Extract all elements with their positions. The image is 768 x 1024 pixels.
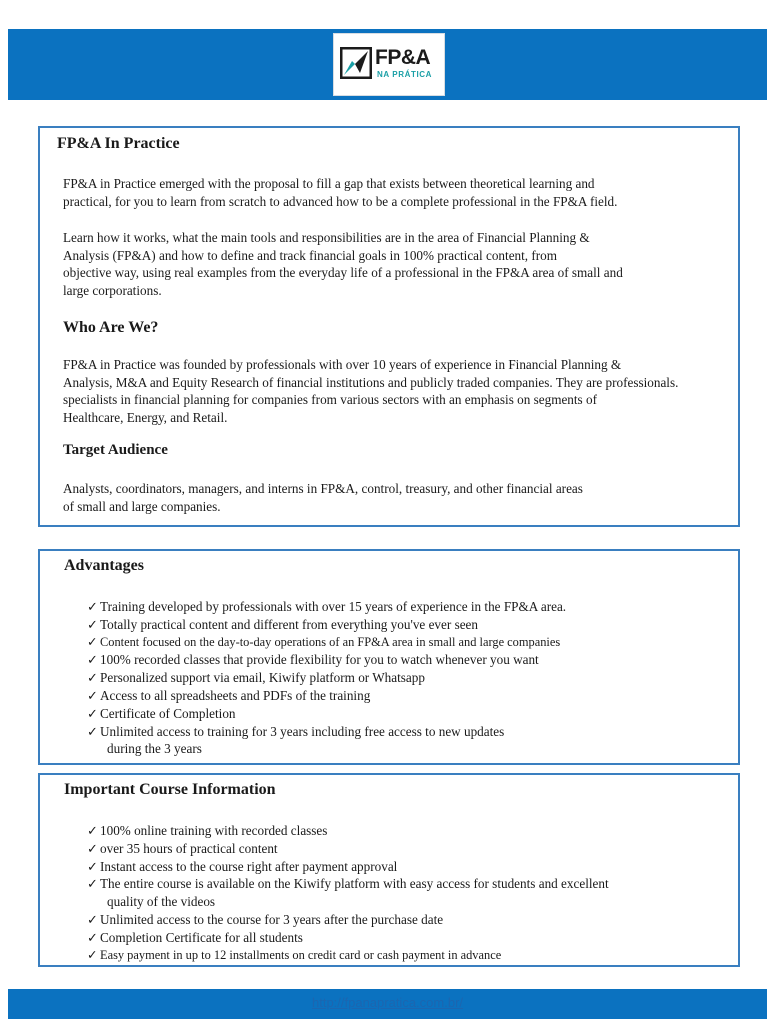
list-item: ✓ Access to all spreadsheets and PDFs of the training <box>87 687 371 703</box>
list-item: ✓ Certificate of Completion <box>87 705 236 721</box>
course-info-list <box>87 822 609 964</box>
list-item: ✓ Instant access to the course right after payment approval <box>87 858 398 874</box>
logo-arrow-icon <box>340 47 372 79</box>
check-icon: ✓ <box>87 929 99 945</box>
check-icon: ✓ <box>87 840 99 856</box>
who-title: Who Are We? <box>63 319 159 336</box>
list-item: ✓ Personalized support via email, Kiwify platform or Whatsapp <box>87 670 425 686</box>
list-item: ✓ Unlimited access to the course for 3 years after the purchase date <box>87 911 444 927</box>
list-item: ✓ over 35 hours of practical content <box>87 840 278 856</box>
list-item: ✓ Completion Certificate for all students <box>87 929 303 945</box>
course-info-panel <box>38 773 740 967</box>
check-icon: ✓ <box>87 911 99 927</box>
audience-title: Target Audience <box>63 442 168 458</box>
about-title: FP&A In Practice <box>57 135 180 152</box>
course-info-title: Important Course Information <box>64 781 276 798</box>
footer-band <box>8 989 767 1019</box>
check-icon: ✓ <box>87 947 98 962</box>
check-icon: ✓ <box>87 616 99 632</box>
list-item: ✓ Training developed by professionals with over 15 years of experience in the FP&A area. <box>87 599 567 614</box>
list-item: ✓ Totally practical content and different from everything you've ever seen <box>87 616 478 632</box>
advantages-list <box>87 598 566 758</box>
list-item: ✓ Unlimited access to training for 3 years including free access to new updates during the 3 years <box>87 723 566 759</box>
list-item: ✓ 100% recorded classes that provide flexibility for you to watch whenever you want <box>87 652 539 668</box>
about-paragraph-1: FP&A in Practice emerged with the proposal to fill a gap that exists between theoretical learning and practical, for you to learn from scratch to advanced how to be a complete professional in the FP&A field. <box>63 176 618 209</box>
check-icon: ✓ <box>87 652 99 668</box>
list-item-continuation: quality of the videos <box>107 894 216 910</box>
list-item: ✓ Content focused on the day-to-day operations of an FP&A area in small and large companies <box>87 634 566 652</box>
advantages-title: Advantages <box>64 557 145 574</box>
check-icon: ✓ <box>87 723 99 739</box>
audience-paragraph: Analysts, coordinators, managers, and interns in FP&A, control, treasury, and other financial areas of small and large companies. <box>63 481 583 514</box>
logo-text: FP&A <box>375 46 431 69</box>
list-item: ✓ Easy payment in up to 12 installments on credit card or cash payment in advance <box>87 947 609 965</box>
check-icon: ✓ <box>87 876 99 892</box>
check-icon: ✓ <box>87 705 99 721</box>
list-item: ✓ The entire course is available on the Kiwify platform with easy access for students and excellent quality of the videos <box>87 876 609 910</box>
check-icon: ✓ <box>87 687 99 703</box>
footer-website-link[interactable]: http://fpanapratica.com.br/ <box>311 995 464 1010</box>
check-icon: ✓ <box>87 634 98 649</box>
about-paragraph-2: Learn how it works, what the main tools and responsibilities are in the area of Financial Planning & Analysis (FP&A) and how to define and track financial goals in 100% practical content, from objective way, using real examples from the everyday life of a professional in the FP&A area of small and large corporations. <box>63 230 623 298</box>
about-panel <box>38 126 740 527</box>
list-item: ✓ 100% online training with recorded classes <box>87 823 328 838</box>
check-icon: ✓ <box>87 858 99 874</box>
logo <box>333 33 445 96</box>
check-icon: ✓ <box>87 823 99 838</box>
advantages-panel <box>38 549 740 765</box>
who-paragraph: FP&A in Practice was founded by professionals with over 10 years of experience in Financial Planning & Analysis, M&A and Equity Research of financial institutions and publicly traded companies. They are professionals. specialists in financial planning for companies from various sectors with an emphasis on segments of Healthcare, Energy, and Retail. <box>63 357 679 425</box>
check-icon: ✓ <box>87 599 99 614</box>
check-icon: ✓ <box>87 670 99 686</box>
list-item-continuation: during the 3 years <box>107 741 202 757</box>
logo-subtext: NA PRÁTICA <box>377 70 433 79</box>
